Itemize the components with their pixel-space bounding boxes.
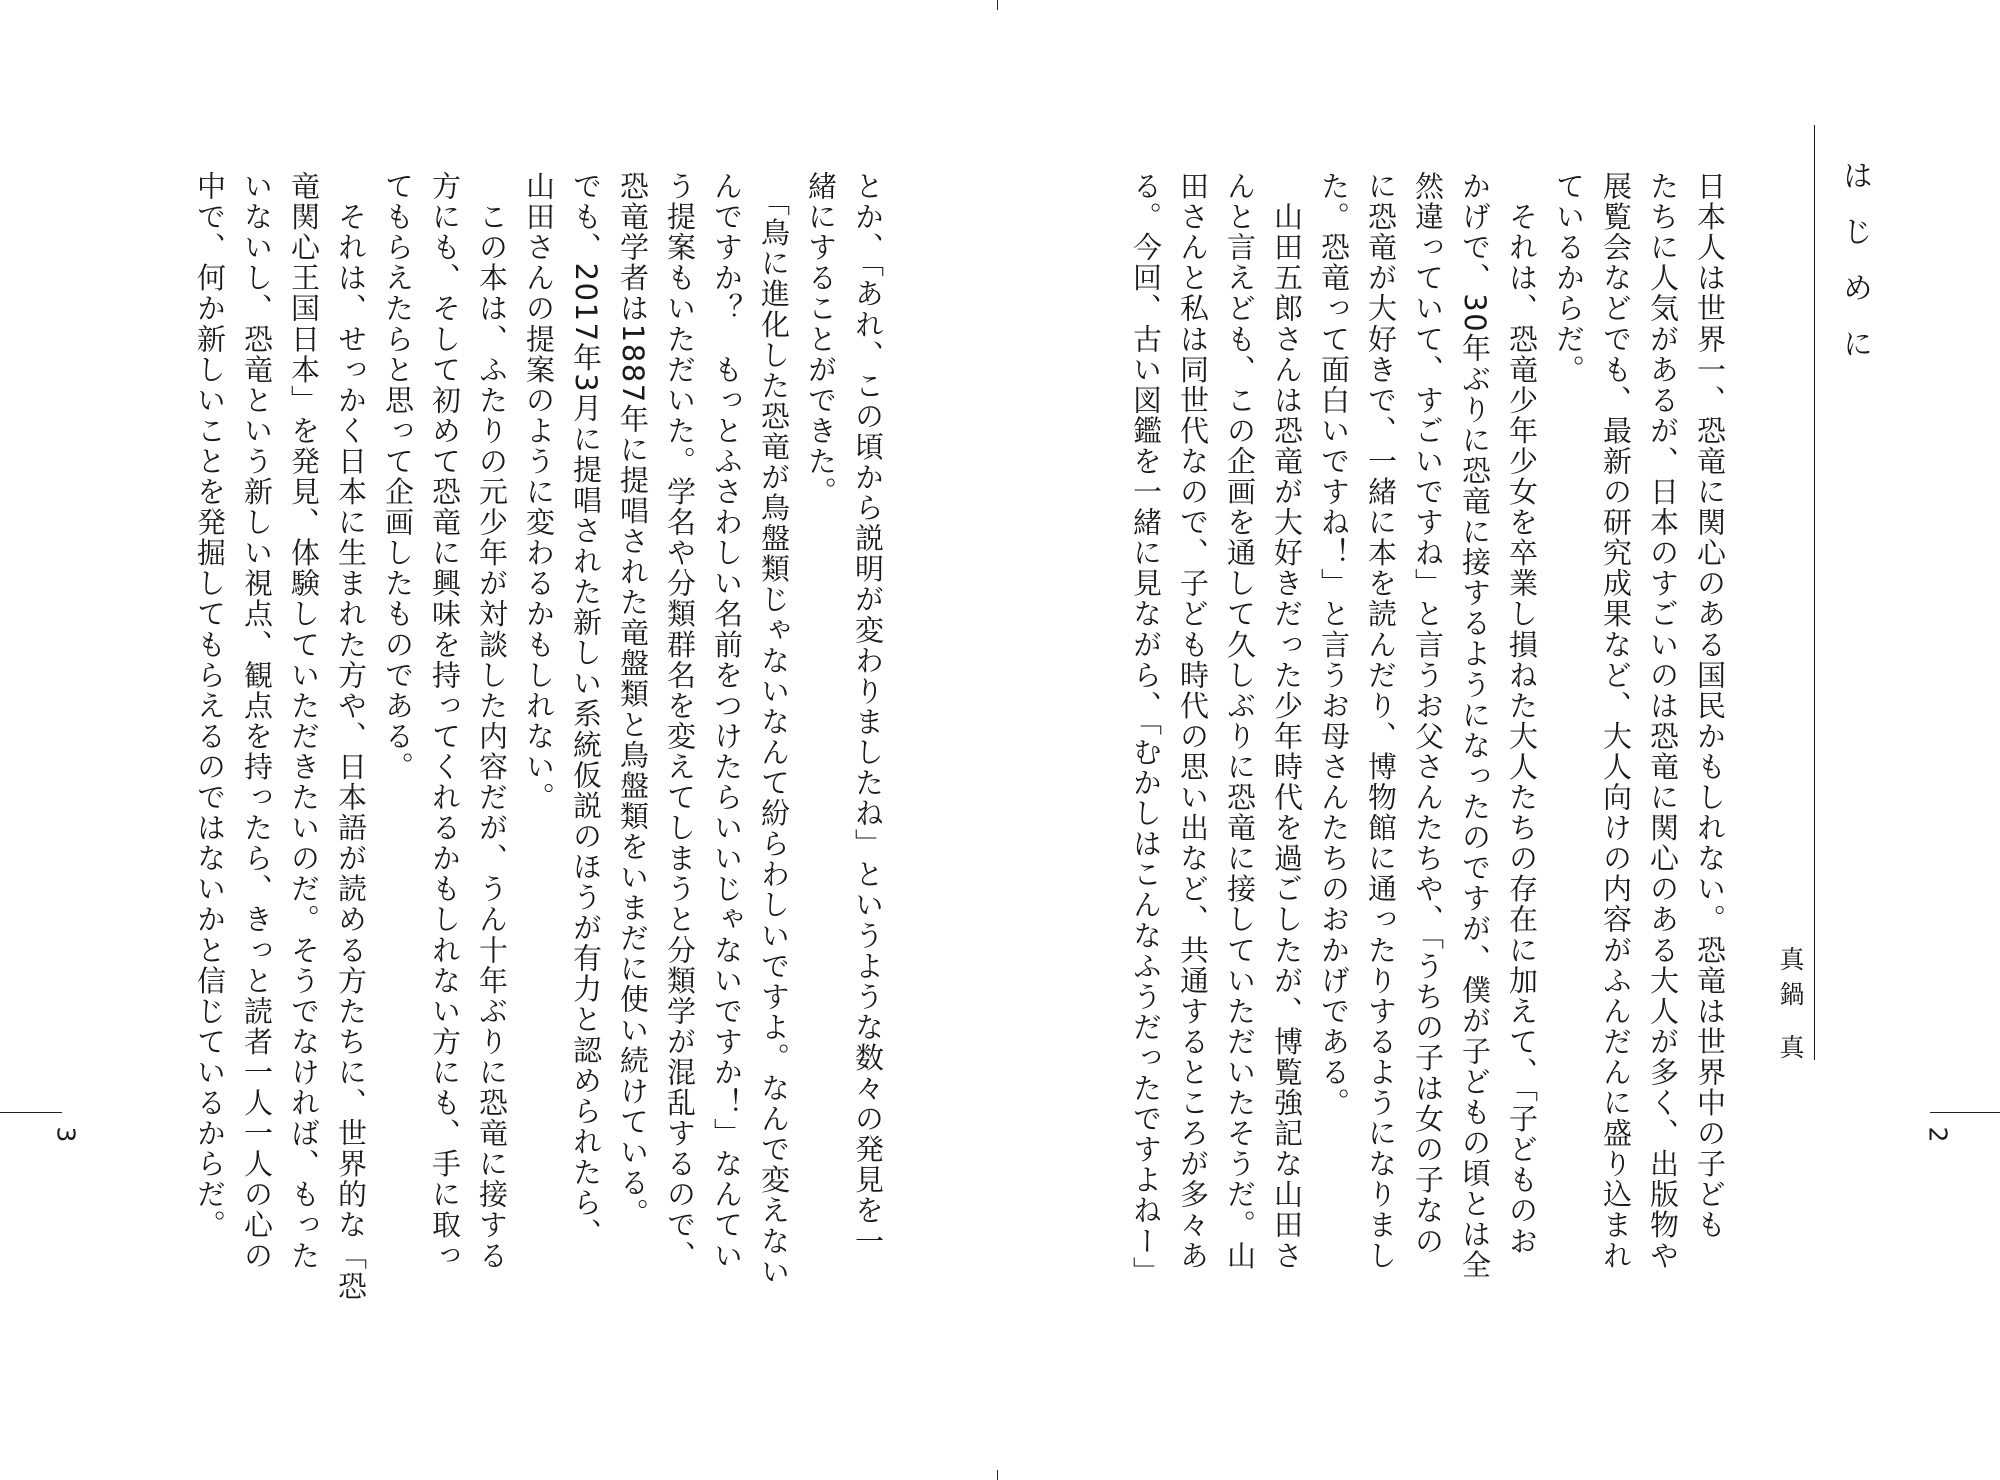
text-column-23: 方にも、そして初めて恐竜に興味を持ってくれるかもしれない方にも、手に取っ xyxy=(428,171,462,1271)
text-column-12: 田さんと私は同世代なので、子ども時代の思い出など、共通するところが多々あ xyxy=(1176,171,1210,1271)
author-name: 真鍋 真 xyxy=(1776,946,1805,1069)
text-column-2: たちに人気があるが、日本のすごいのは恐竜に関心のある大人が多く、出版物や xyxy=(1646,171,1680,1271)
text-column-27: いないし、恐竜という新しい視点、観点を持ったら、きっと読者一人一人の心の xyxy=(240,171,274,1271)
heading-rule xyxy=(1814,125,1815,1060)
page-number-left: 3 xyxy=(51,1126,81,1143)
trim-mark-left-edge xyxy=(0,1112,62,1113)
text-column-6: かげで、30年ぶりに恐竜に接するようになったのですが、僕が子どもの頃とは全 xyxy=(1458,171,1492,1281)
text-column-25: それは、せっかく日本に生まれた方や、日本語が読める方たちに、世界的な「恐 xyxy=(334,171,368,1302)
text-column-20: でも、2017年3月に提唱された新しい系統仮説のほうが有力と認められたら、 xyxy=(569,171,603,1249)
text-column-24: てもらえたらと思って企画したものである。 xyxy=(381,171,415,782)
text-column-11: んと言えども、この企画を通して久しぶりに恐竜に接していただいたそうだ。山 xyxy=(1223,171,1257,1271)
text-column-15: 緒にすることができた。 xyxy=(804,171,838,508)
text-column-7: 然違っていて、すごいですね」と言うお父さんたちや、「うちの子は女の子なの xyxy=(1411,171,1445,1257)
text-column-14: とか、「あれ、この頃から説明が変わりましたね」というような数々の発見を一 xyxy=(851,171,885,1257)
chapter-title: はじめに xyxy=(1837,160,1872,384)
text-column-17: んですか？ もっとふさわしい名前をつけたらいいじゃないですか！」なんてい xyxy=(710,171,744,1271)
trim-mark-right-edge xyxy=(1930,1112,2000,1113)
text-column-13: る。今回、古い図鑑を一緒に見ながら、「むかしはこんなふうだったですよねー」 xyxy=(1129,171,1163,1287)
text-column-16: 「鳥に進化した恐竜が鳥盤類じゃないなんて紛らわしいですよ。なんで変えない xyxy=(757,171,791,1287)
trim-mark-top-left xyxy=(997,0,998,10)
text-column-22: この本は、ふたりの元少年が対談した内容だが、うん十年ぶりに恐竜に接する xyxy=(475,171,509,1271)
text-column-8: に恐竜が大好きで、一緒に本を読んだり、博物館に通ったりするようになりまし xyxy=(1364,171,1398,1271)
text-column-5: それは、恐竜少年少女を卒業し損ねた大人たちの存在に加えて、「子どものお xyxy=(1505,171,1539,1257)
trim-mark-bottom-center xyxy=(997,1470,998,1480)
text-column-28: 中で、何か新しいことを発掘してもらえるのではないかと信じているからだ。 xyxy=(193,171,227,1241)
text-column-21: 山田さんの提案のように変わるかもしれない。 xyxy=(522,171,556,813)
text-column-26: 竜関心王国日本」を発見、体験していただきたいのだ。そうでなければ、もった xyxy=(287,171,321,1271)
text-column-19: 恐竜学者は1887年に提唱された竜盤類と鳥盤類をいまだに使い続けている。 xyxy=(616,171,650,1229)
text-column-9: た。恐竜って面白いですね！」と言うお母さんたちのおかげである。 xyxy=(1317,171,1351,1119)
text-column-3: 展覧会などでも、最新の研究成果など、大人向けの内容がふんだんに盛り込まれ xyxy=(1599,171,1633,1271)
text-column-1: 日本人は世界一、恐竜に関心のある国民かもしれない。恐竜は世界中の子ども xyxy=(1693,171,1727,1241)
text-column-4: ているからだ。 xyxy=(1552,171,1586,385)
page-number-right: 2 xyxy=(1923,1126,1953,1143)
text-column-10: 山田五郎さんは恐竜が大好きだった少年時代を過ごしたが、博覧強記な山田さ xyxy=(1270,171,1304,1271)
text-column-18: う提案もいただいた。学名や分類群名を変えてしまうと分類学が混乱するので、 xyxy=(663,171,697,1271)
